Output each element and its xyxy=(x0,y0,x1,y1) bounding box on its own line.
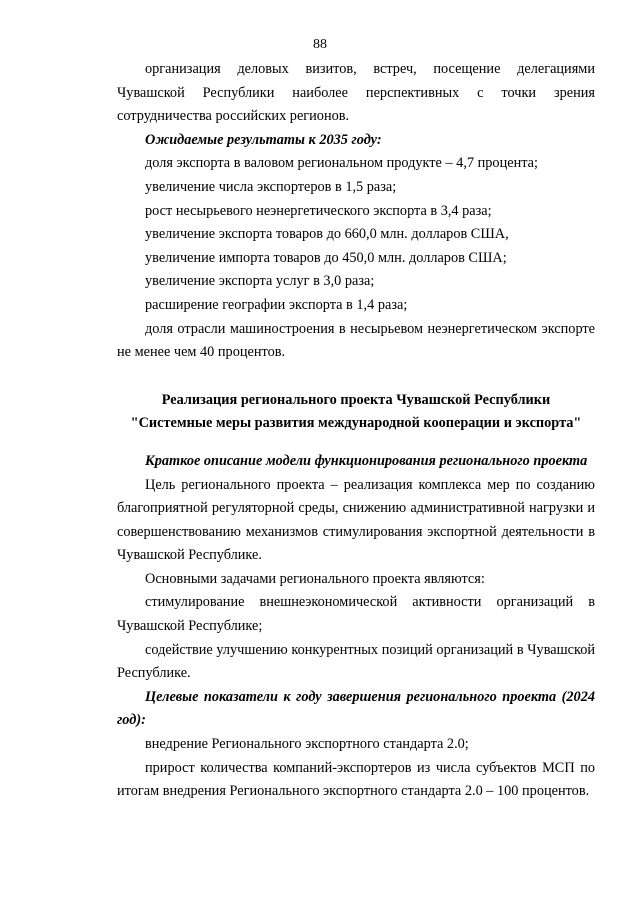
results-item: увеличение экспорта товаров до 660,0 млн. долларов США, xyxy=(145,226,509,243)
targets-item: прирост количества компаний-экспортеров из числа субъектов МСП по итогам внедрения Регионального экспортного стандарта 2.0 – 100 процентов. xyxy=(117,759,595,800)
results-item: увеличение экспорта услуг в 3,0 раза; xyxy=(145,273,375,290)
targets-item: внедрение Регионального экспортного стандарта 2.0; xyxy=(145,736,469,753)
results-item: увеличение импорта товаров до 450,0 млн. долларов США; xyxy=(145,249,507,266)
project-title-line-2: "Системные меры развития международной кооперации и экспорта" xyxy=(130,415,582,432)
results-item: доля отрасли машиностроения в несырьевом неэнергетическом экспорте не менее чем 40 процентов. xyxy=(117,320,595,361)
results-item: расширение географии экспорта в 1,4 раза; xyxy=(145,296,408,313)
results-item: доля экспорта в валовом региональном продукте – 4,7 процента; xyxy=(145,155,538,172)
results-heading: Ожидаемые результаты к 2035 году: xyxy=(145,131,382,148)
project-title-line-1: Реализация регионального проекта Чувашской Республики xyxy=(161,391,551,408)
targets-heading: Целевые показатели к году завершения регионального проекта (2024 год): xyxy=(117,688,595,729)
tasks-item: стимулирование внешнеэкономической активности организаций в Чувашской Республике; xyxy=(117,594,595,635)
section-spacer xyxy=(117,365,595,389)
document-body xyxy=(117,58,595,804)
page-number: 88 xyxy=(313,37,327,52)
goal-paragraph: Цель регионального проекта – реализация комплекса мер по созданию благоприятной регуляторной среды, снижению административной нагрузки и совершенствованию механизмов стимулирования экспортной деятельности в Чувашской Республике. xyxy=(117,476,595,564)
section-spacer xyxy=(117,436,595,450)
tasks-intro: Основными задачами регионального проекта являются: xyxy=(145,570,485,587)
results-item: увеличение числа экспортеров в 1,5 раза; xyxy=(145,178,397,195)
intro-paragraph: организация деловых визитов, встреч, посещение делегациями Чувашской Республики наиболее перспективных с точки зрения сотрудничества российских регионов. xyxy=(117,61,595,125)
model-heading: Краткое описание модели функционирования регионального проекта xyxy=(145,452,588,469)
results-item: рост несырьевого неэнергетического экспорта в 3,4 раза; xyxy=(145,202,492,219)
tasks-item: содействие улучшению конкурентных позиций организаций в Чувашской Республике. xyxy=(117,641,595,682)
